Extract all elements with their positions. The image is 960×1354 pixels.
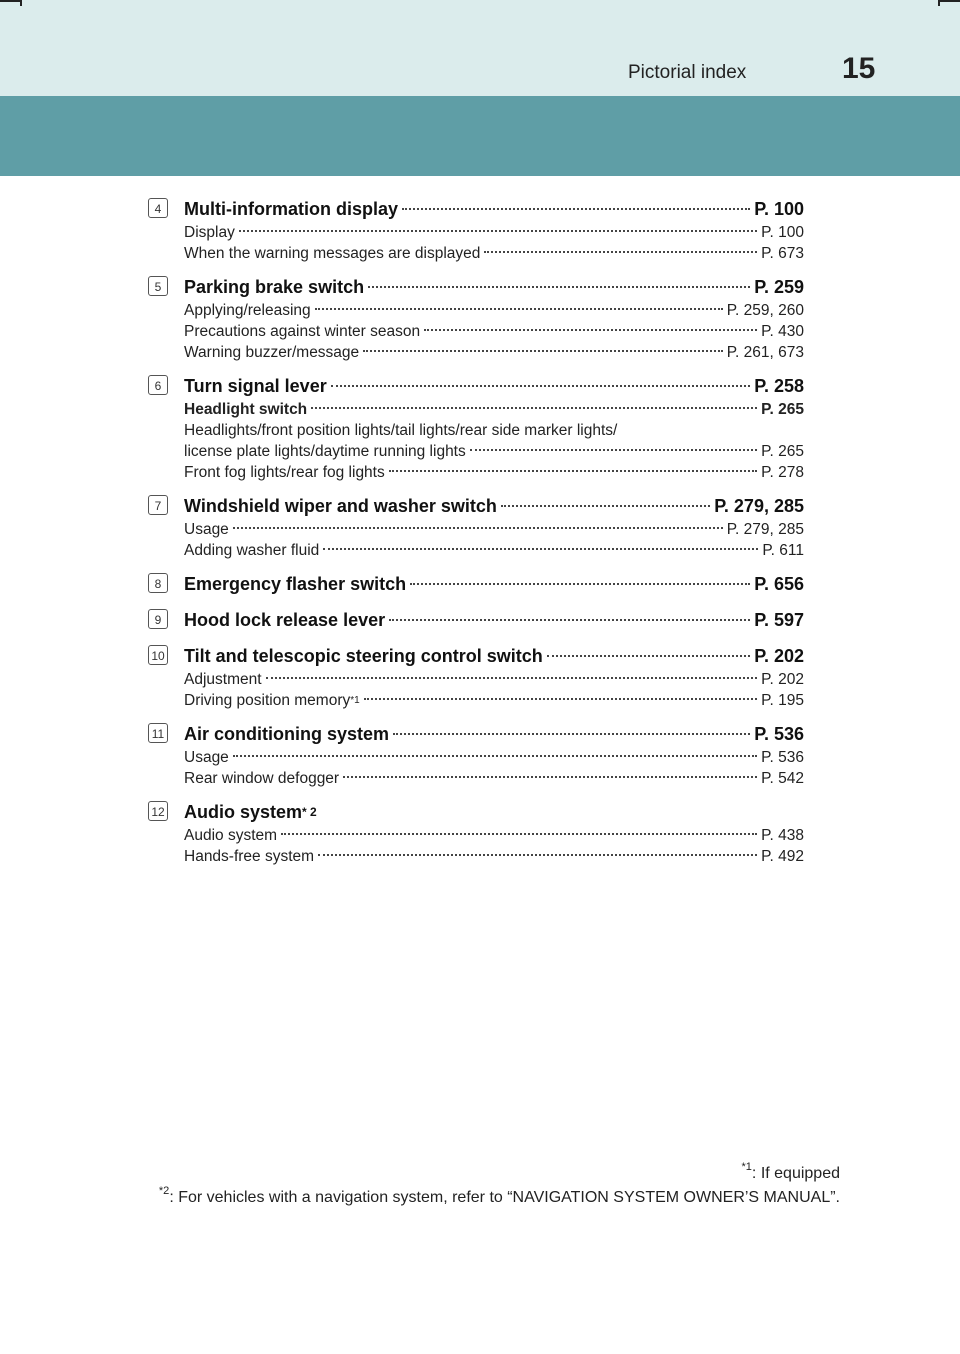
dot-leader [364, 698, 757, 700]
entry-body [184, 721, 804, 789]
sub-entry-page-ref: P. 265 [761, 401, 804, 418]
entry-number-badge: 9 [148, 609, 168, 629]
entry-page-ref: P. 536 [754, 724, 804, 744]
index-entry [148, 799, 804, 867]
dot-leader [484, 251, 757, 253]
sub-entry-text: Headlights/front position lights/tail lights/rear side marker lights/ [184, 422, 618, 439]
sub-entry-line[interactable] [184, 846, 804, 867]
entry-number-badge: 11 [148, 723, 168, 743]
dot-leader [402, 208, 750, 210]
entry-page-ref: P. 656 [754, 574, 804, 594]
sub-entry-page-ref: P. 278 [761, 464, 804, 481]
sub-entry-line[interactable] [184, 399, 804, 420]
sub-entry-line[interactable] [184, 540, 804, 561]
sub-entry-line[interactable] [184, 768, 804, 789]
dot-leader [239, 230, 757, 232]
index-entry [148, 721, 804, 789]
dot-leader [331, 385, 751, 387]
index-entry [148, 643, 804, 711]
entry-number-badge: 4 [148, 198, 168, 218]
sub-entry-line[interactable] [184, 669, 804, 690]
entry-title: Windshield wiper and washer switch [184, 496, 497, 516]
sub-entry-line[interactable] [184, 342, 804, 363]
entry-number-badge: 6 [148, 375, 168, 395]
index-entry [148, 274, 804, 363]
entry-title: Tilt and telescopic steering control switch [184, 646, 543, 666]
sub-entry-text: Usage [184, 749, 229, 766]
header-light-band [0, 0, 960, 96]
dot-leader [318, 854, 757, 856]
entry-title: Parking brake switch [184, 277, 365, 297]
crop-mark [938, 0, 960, 2]
entry-body [184, 274, 804, 363]
sub-entry-text: Adjustment [184, 671, 262, 688]
dot-leader [363, 350, 723, 352]
sub-entry-page-ref: P. 430 [761, 323, 804, 340]
entry-body [184, 196, 804, 264]
sub-entry-text: Driving position memory [184, 692, 351, 709]
sub-entry-text: Precautions against winter season [184, 323, 421, 340]
sub-entry-line[interactable] [184, 243, 804, 264]
index-entry [148, 493, 804, 561]
entry-title: Air conditioning system [184, 724, 390, 744]
footnotes [120, 1162, 840, 1210]
sub-entry-text: Applying/releasing [184, 302, 311, 319]
sub-entry-page-ref: P. 438 [761, 827, 804, 844]
entry-number-badge: 5 [148, 276, 168, 296]
entry-title: Audio system [184, 802, 303, 822]
dot-leader [470, 449, 757, 451]
dot-leader [266, 677, 758, 679]
sub-entry-page-ref: P. 100 [761, 224, 804, 241]
sub-entry-line[interactable] [184, 441, 804, 462]
entry-number-badge: 10 [148, 645, 168, 665]
page-number: 15 [842, 52, 876, 85]
entry-body [184, 373, 804, 483]
sub-entry-text: license plate lights/daytime running lights [184, 443, 466, 460]
index-entry [148, 196, 804, 264]
index-entry [148, 607, 804, 633]
sub-entry-page-ref: P. 611 [762, 542, 804, 559]
footnote-1 [120, 1162, 840, 1186]
dot-leader [389, 470, 757, 472]
sub-entry-line [184, 420, 804, 441]
entry-title-line[interactable] [184, 373, 804, 399]
entry-title-line[interactable] [184, 607, 804, 633]
dot-leader [389, 619, 750, 621]
entry-page-ref: P. 279, 285 [714, 496, 804, 516]
entry-page-ref: P. 259 [754, 277, 804, 297]
sub-entry-text: Hands-free system [184, 848, 315, 865]
entry-title-line[interactable] [184, 493, 804, 519]
footnote-2-mark: *2 [158, 1184, 170, 1197]
entry-title: Turn signal lever [184, 376, 327, 396]
entry-number-badge: 7 [148, 495, 168, 515]
sub-entry-text: Display [184, 224, 235, 241]
entry-title: Emergency flasher switch [184, 574, 407, 594]
dot-leader [343, 776, 757, 778]
sub-entry-line[interactable] [184, 519, 804, 540]
dot-leader [393, 733, 750, 735]
sub-entry-line[interactable] [184, 321, 804, 342]
sub-entry-text: Audio system [184, 827, 278, 844]
sub-entry-text: Rear window defogger [184, 770, 340, 787]
entry-title-line[interactable] [184, 721, 804, 747]
dot-leader [233, 527, 723, 529]
entry-title: Hood lock release lever [184, 610, 386, 630]
entry-number-badge: 8 [148, 573, 168, 593]
index-entry [148, 571, 804, 597]
sub-entry-text: Adding washer fluid [184, 542, 320, 559]
sub-entry-page-ref: P. 202 [761, 671, 804, 688]
dot-leader [501, 505, 710, 507]
entry-title-line[interactable] [184, 274, 804, 300]
entry-body [184, 493, 804, 561]
entry-title-line[interactable] [184, 571, 804, 597]
sub-entry-line[interactable] [184, 300, 804, 321]
entry-title-line[interactable] [184, 196, 804, 222]
sub-entry-page-ref: P. 492 [761, 848, 804, 865]
entry-title: Multi-information display [184, 199, 398, 219]
sub-entry-page-ref: P. 195 [761, 692, 804, 709]
sub-entry-text: Usage [184, 521, 229, 538]
sub-entry-text: Warning buzzer/message [184, 344, 360, 361]
sub-entry-page-ref: P. 259, 260 [726, 302, 804, 319]
crop-mark [0, 0, 22, 2]
entry-number-badge: 12 [148, 801, 168, 821]
entry-body [184, 799, 804, 867]
sub-entry-line[interactable]: Driving position memory $^{*1}$ P. 195 [184, 692, 804, 709]
dot-leader [368, 286, 750, 288]
dot-leader [315, 308, 723, 310]
dot-leader [233, 755, 757, 757]
sub-entry-page-ref: P. 542 [761, 770, 804, 787]
entry-page-ref: P. 597 [754, 610, 804, 630]
sub-entry-line[interactable] [184, 825, 804, 846]
entry-title-line[interactable]: Audio system $^{* 2}$ [184, 799, 804, 825]
entry-body [184, 607, 804, 633]
sub-entry-page-ref: P. 265 [761, 443, 804, 460]
entry-title-line[interactable] [184, 643, 804, 669]
index-entries [148, 196, 804, 877]
sub-entry-page-ref: P. 279, 285 [726, 521, 804, 538]
sub-entry-page-ref: P. 261, 673 [726, 344, 804, 361]
sub-entry-page-ref: P. 673 [761, 245, 804, 262]
footnote-1-text: : If equipped [751, 1165, 840, 1182]
section-title: Pictorial index [628, 62, 747, 83]
crop-mark [938, 0, 940, 6]
sub-entry-page-ref: P. 536 [761, 749, 804, 766]
sub-entry-text: Headlight switch [184, 401, 308, 418]
entry-page-ref: P. 258 [754, 376, 804, 396]
header-teal-band [0, 96, 960, 176]
dot-leader [547, 655, 751, 657]
sub-entry-line[interactable] [184, 462, 804, 483]
dot-leader [424, 329, 757, 331]
index-entry [148, 373, 804, 483]
entry-body [184, 571, 804, 597]
entry-page-ref: P. 100 [754, 199, 804, 219]
entry-page-ref: P. 202 [754, 646, 804, 666]
dot-leader [311, 407, 757, 409]
entry-body [184, 643, 804, 711]
footnote-2 [120, 1186, 840, 1210]
footnote-2-text: : For vehicles with a navigation system, refer to “NAVIGATION SYSTEM OWNER’S MANUAL”. [169, 1189, 840, 1206]
sub-entry-line[interactable] [184, 222, 804, 243]
sub-entry-text: When the warning messages are displayed [184, 245, 481, 262]
dot-leader [323, 548, 758, 550]
sub-entry-line[interactable] [184, 747, 804, 768]
crop-mark [20, 0, 22, 6]
footnote-1-mark: *1 [741, 1160, 752, 1173]
sub-entry-text: Front fog lights/rear fog lights [184, 464, 385, 481]
dot-leader [410, 583, 750, 585]
dot-leader [281, 833, 757, 835]
